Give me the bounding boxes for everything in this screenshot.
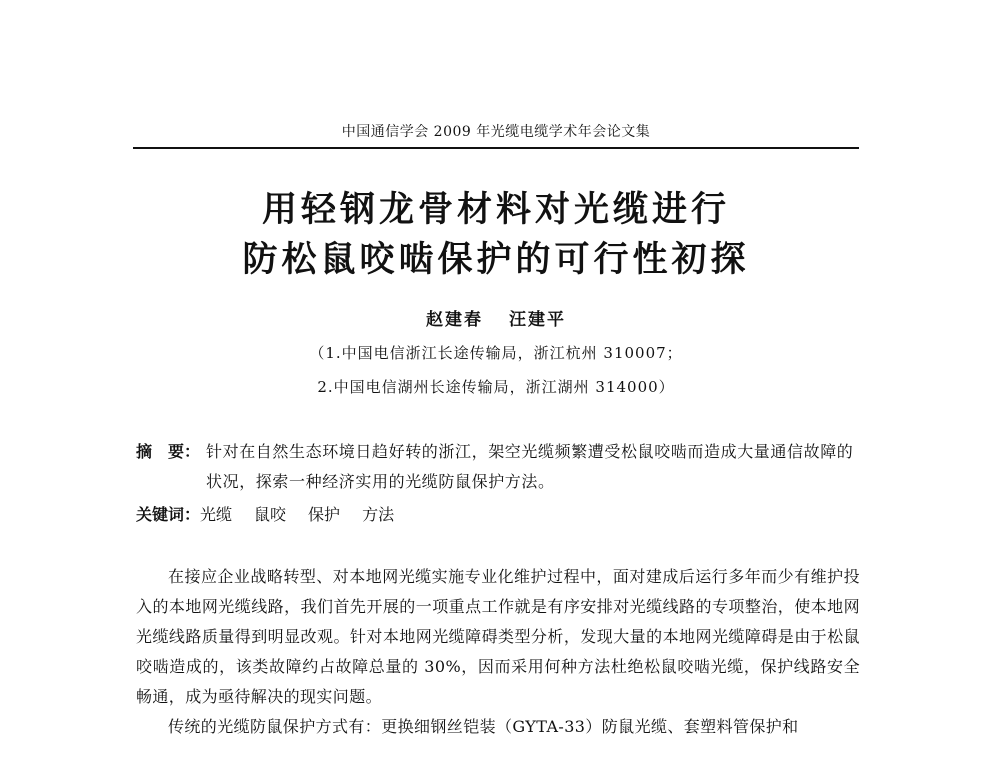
affiliation-1: （1.中国电信浙江长途传输局，浙江杭州 310007； [309, 344, 683, 362]
body-text [136, 562, 860, 742]
abstract [136, 437, 860, 491]
paper-title-line-2: 防松鼠咬啮保护的可行性初探 [242, 240, 750, 280]
keyword: 保护 [308, 505, 341, 524]
running-header: 中国通信学会 2009 年光缆电缆学术年会论文集 [341, 124, 651, 140]
keywords [136, 502, 860, 528]
keyword: 方法 [362, 505, 395, 524]
authors: 赵建春 汪建平 [426, 310, 566, 330]
paper-title-line-1: 用轻钢龙骨材料对光缆进行 [261, 190, 730, 230]
keyword: 鼠咬 [254, 505, 287, 524]
abstract-label: 摘 要： [136, 442, 201, 461]
body-paragraph: 传统的光缆防鼠保护方式有：更换细钢丝铠装（GYTA-33）防鼠光缆、套塑料管保护和 [168, 717, 799, 736]
keyword: 光缆 [200, 505, 233, 524]
abstract-text: 针对在自然生态环境日趋好转的浙江，架空光缆频繁遭受松鼠咬啮而造成大量通信故障的状况，探索一种经济实用的光缆防鼠保护方法。 [206, 442, 854, 491]
header-rule [133, 147, 859, 149]
body-paragraph: 在接应企业战略转型、对本地网光缆实施专业化维护过程中，面对建成后运行多年而少有维护投入的本地网光缆线路，我们首先开展的一项重点工作就是有序安排对光缆线路的专项整治，使本地网光缆线路质量得到明显改观。针对本地网光缆障碍类型分析，发现大量的本地网光缆障碍是由于松鼠咬啮造成的，该类故障约占故障总量的 30%，因而采用何种方法杜绝松鼠咬啮光缆，保护线路安全畅通，成为亟待解决的现实问题。 [136, 567, 860, 706]
affiliation-2: 2.中国电信湖州长途传输局，浙江湖州 314000） [317, 378, 675, 396]
keywords-label: 关键词： [136, 505, 201, 524]
